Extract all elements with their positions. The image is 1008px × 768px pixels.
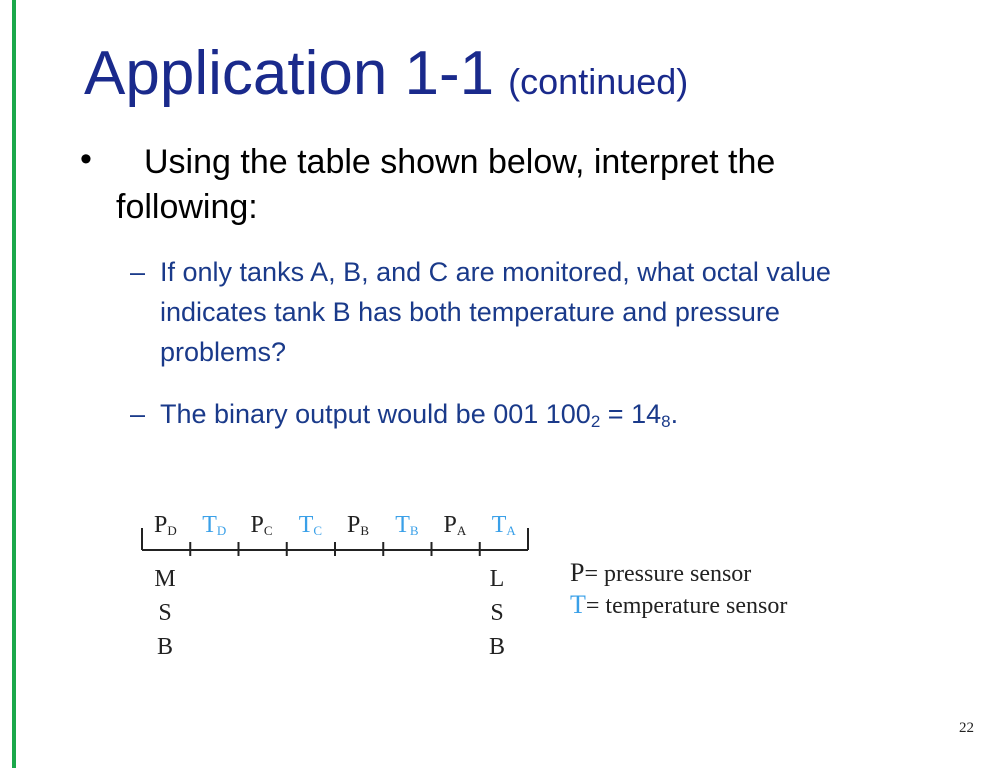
register-bit-subscript: C [313, 523, 323, 538]
title-suffix: (continued) [508, 61, 689, 102]
register-bit-subscript: B [409, 523, 419, 538]
answer-text [130, 394, 890, 442]
register-bit-ta: $T_A$ [491, 512, 516, 538]
answer-pre: The binary output would be 001 100 [160, 399, 591, 429]
register-bit-td: $T_D$ [202, 512, 227, 538]
register-bit-subscript: A [456, 523, 467, 538]
msb-letter-s: S [158, 600, 172, 626]
dash-marker: – [130, 257, 146, 287]
bullet-marker: • [80, 140, 92, 178]
lsb-letter-s: S [490, 600, 504, 626]
dash-marker: – [130, 399, 146, 429]
register-bit-pc: $P_C$ [250, 512, 273, 538]
register-bit-subscript: D [167, 523, 177, 538]
page-number: 22 [959, 720, 974, 736]
legend-key-t: T [570, 590, 586, 619]
octal-base: 8 [661, 412, 671, 431]
legend-text-p: = pressure sensor [584, 561, 752, 587]
msb-letter-m: M [154, 566, 176, 592]
register-bracket [138, 508, 538, 568]
register-bit-subscript: B [360, 523, 370, 538]
sub-bullet-answer [130, 394, 890, 442]
accent-bar [12, 0, 16, 768]
legend-pressure [570, 558, 751, 588]
answer-mid: = 14 [600, 399, 662, 429]
register-bit-tb: $T_B$ [395, 512, 419, 538]
legend-temperature [570, 590, 787, 620]
lsb-letter-l: L [489, 566, 505, 592]
register-bit-subscript: A [506, 523, 516, 538]
legend-text-t: = temperature sensor [585, 593, 788, 619]
binary-base: 2 [590, 412, 601, 431]
register-bit-pd: $P_D$ [154, 512, 177, 538]
answer-post: . [670, 399, 679, 429]
register-bit-subscript: C [263, 523, 273, 538]
legend-key-p: P [570, 558, 585, 587]
slide-title [84, 38, 688, 109]
title-main: Application 1-1 [84, 39, 495, 108]
bullet-text: Using the table shown below, interpret the following: [116, 143, 776, 226]
register-diagram [138, 508, 558, 668]
msb-letter-b: B [156, 634, 173, 660]
register-bit-subscript: D [216, 523, 227, 538]
question-text: If only tanks A, B, and C are monitored, what octal value indicates tank B has both temperature and pressure problems? [160, 257, 831, 367]
register-bit-pb: $P_B$ [347, 512, 370, 538]
lsb-letter-b: B [488, 634, 505, 660]
register-bit-tc: $T_C$ [298, 512, 323, 538]
sub-bullet-question [130, 252, 890, 372]
register-bit-pa: $P_A$ [443, 512, 467, 538]
